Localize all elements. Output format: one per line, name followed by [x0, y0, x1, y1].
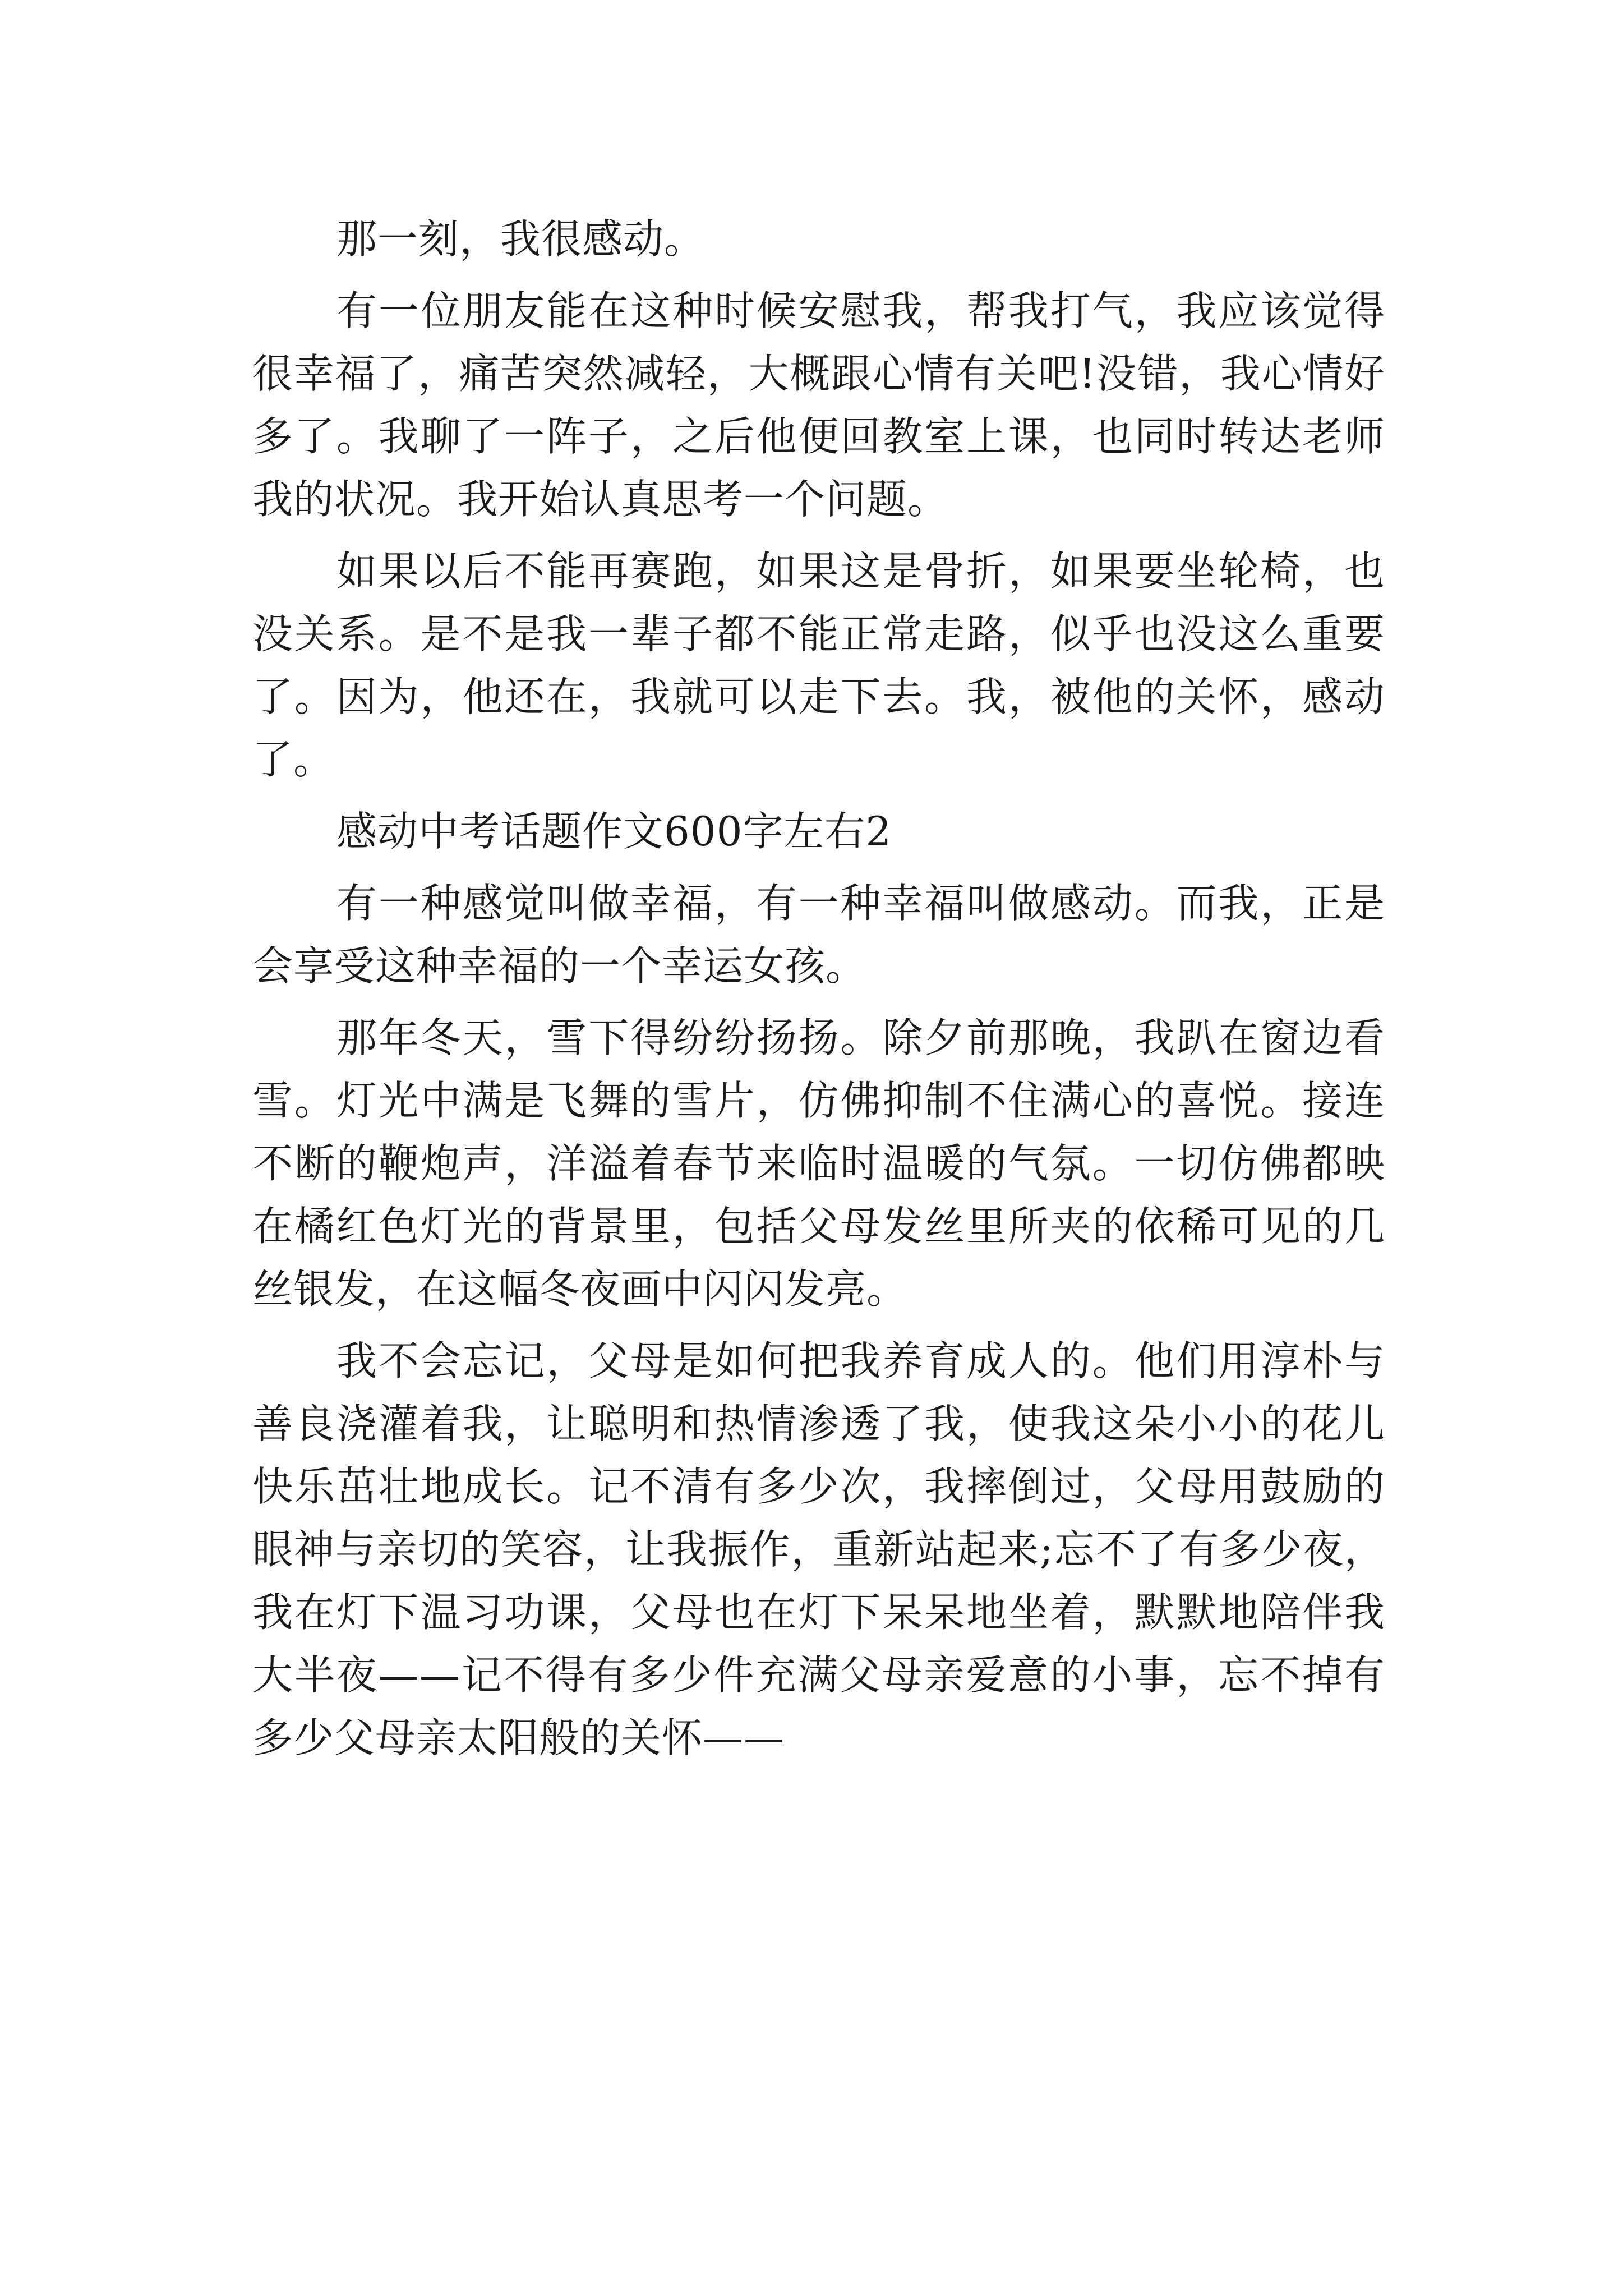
- paragraph: 那年冬天，雪下得纷纷扬扬。除夕前那晚，我趴在窗边看雪。灯光中满是飞舞的雪片，仿佛抑制不住满心的喜悦。接连不断的鞭炮声，洋溢着春节来临时温暖的气氛。一切仿佛都映在橘红色灯光的背景里，包括父母发丝里所夹的依稀可见的几丝银发，在这幅冬夜画中闪闪发亮。: [252, 1014, 1385, 1313]
- paragraph: 如果以后不能再赛跑，如果这是骨折，如果要坐轮椅，也没关系。是不是我一辈子都不能正常走路，似乎也没这么重要了。因为，他还在，我就可以走下去。我，被他的关怀，感动了。: [252, 547, 1385, 783]
- paragraph: 那一刻，我很感动。: [336, 215, 706, 263]
- paragraph: 有一种感觉叫做幸福，有一种幸福叫做感动。而我，正是会享受这种幸福的一个幸运女孩。: [252, 880, 1385, 990]
- document-body: [252, 208, 1385, 1778]
- section-title: 感动中考话题作文600字左右2: [336, 808, 892, 855]
- paragraph: 我不会忘记，父母是如何把我养育成人的。他们用淳朴与善良浇灌着我，让聪明和热情渗透了我，使我这朵小小的花儿快乐茁壮地成长。记不清有多少次，我摔倒过，父母用鼓励的眼神与亲切的笑容，让我振作，重新站起来;忘不了有多少夜，我在灯下温习功课，父母也在灯下呆呆地坐着，默默地陪伴我大半夜——记不得有多少件充满父母亲爱意的小事，忘不掉有多少父母亲太阳般的关怀——: [252, 1337, 1385, 1761]
- paragraph: 有一位朋友能在这种时候安慰我，帮我打气，我应该觉得很幸福了，痛苦突然减轻，大概跟心情有关吧!没错，我心情好多了。我聊了一阵子，之后他便回教室上课，也同时转达老师我的状况。我开始认真思考一个问题。: [252, 287, 1385, 523]
